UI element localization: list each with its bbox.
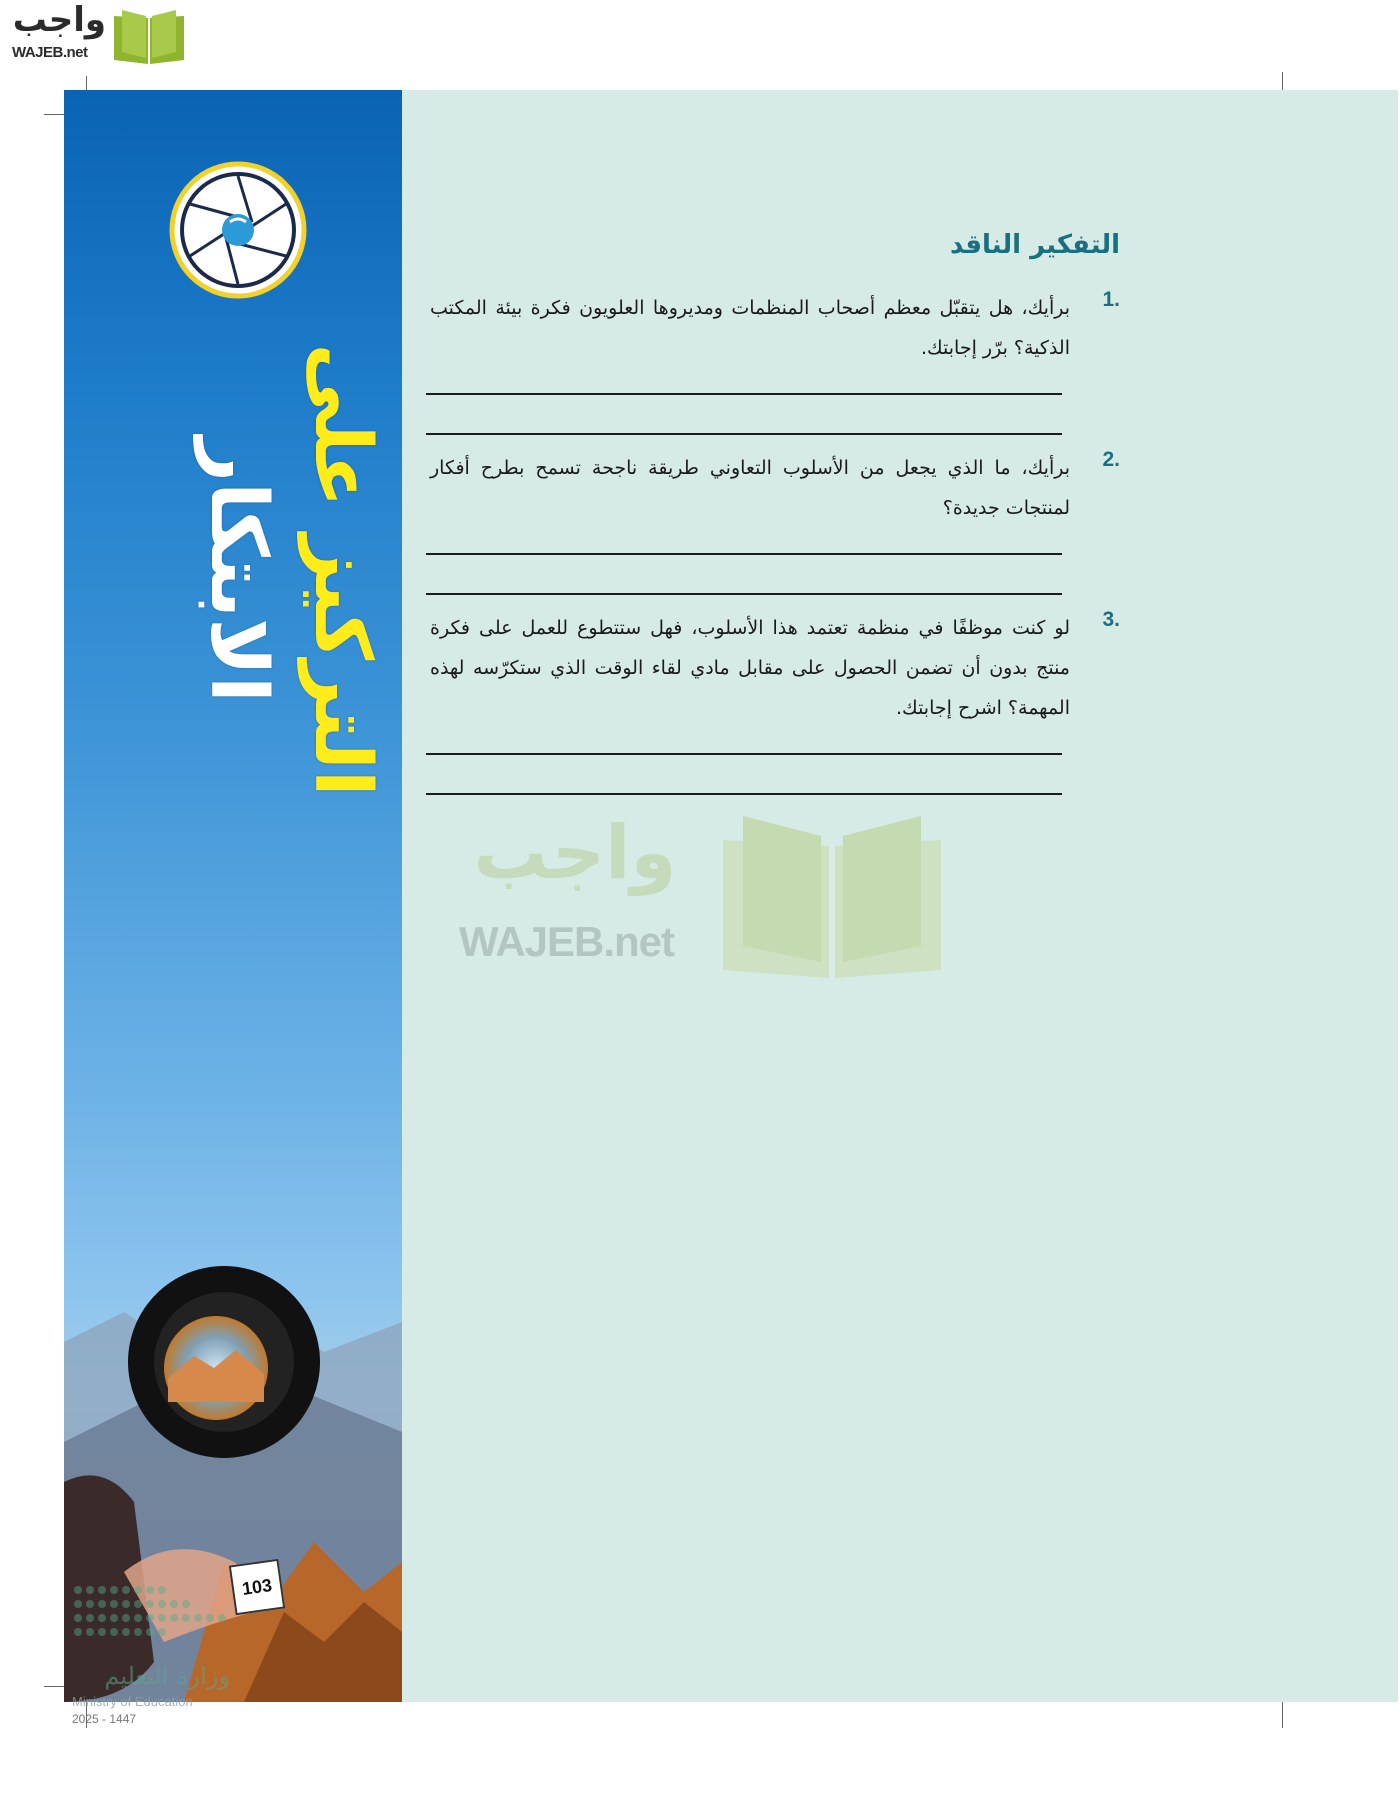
ministry-english: Ministry of Education <box>72 1694 193 1709</box>
question-text: لو كنت موظفًا في منظمة تعتمد هذا الأسلوب، فهل ستتطوع للعمل على فكرة منتج بدون أن تضمن الحصول على مقابل مادي لقاء الوقت الذي ستكرّسه لهذه المهمة؟ اشرح إجابتك. <box>430 617 1070 719</box>
banner-title <box>94 310 394 830</box>
watermark-latin: WAJEB.net <box>459 918 675 965</box>
camera-aperture-icon <box>168 160 308 300</box>
ministry-footer <box>70 1582 270 1732</box>
answer-line[interactable] <box>426 433 1062 435</box>
question-text: برأيك، ما الذي يجعل من الأسلوب التعاوني طريقة ناجحة تسمح بطرح أفكار لمنتجات جديدة؟ <box>430 457 1070 519</box>
logo-latin-text: WAJEB.net <box>12 44 88 61</box>
banner-title-line2: الابتكار <box>193 437 283 703</box>
book-icon <box>110 6 188 66</box>
answer-line[interactable] <box>426 753 1062 755</box>
answer-line[interactable] <box>426 593 1062 595</box>
watermark <box>455 810 955 990</box>
banner-title-line1: التركيز على <box>297 343 387 797</box>
question-text: برأيك، هل يتقبّل معظم أصحاب المنظمات ومديروها العلويون فكرة بيئة المكتب الذكية؟ برّر إجابتك. <box>430 297 1070 359</box>
ministry-year: 2025 - 1447 <box>72 1712 137 1726</box>
side-banner <box>64 90 402 1702</box>
answer-line[interactable] <box>426 393 1062 395</box>
logo-arabic-text: واجب <box>12 0 106 40</box>
section-title: التفكير الناقد <box>949 230 1120 260</box>
wajeb-logo[interactable] <box>10 0 190 68</box>
ministry-arabic: وزارة التعليم <box>104 1662 230 1690</box>
book-icon <box>717 810 947 980</box>
answer-line[interactable] <box>426 793 1062 795</box>
question-number: 1. <box>1102 288 1120 311</box>
question-number: 3. <box>1102 608 1120 631</box>
question-number: 2. <box>1102 448 1120 471</box>
watermark-arabic: واجب <box>473 810 677 896</box>
answer-line[interactable] <box>426 553 1062 555</box>
crop-mark <box>1282 1700 1283 1728</box>
ministry-logo-dots <box>72 1582 232 1642</box>
page-number: 103 <box>229 1559 285 1615</box>
